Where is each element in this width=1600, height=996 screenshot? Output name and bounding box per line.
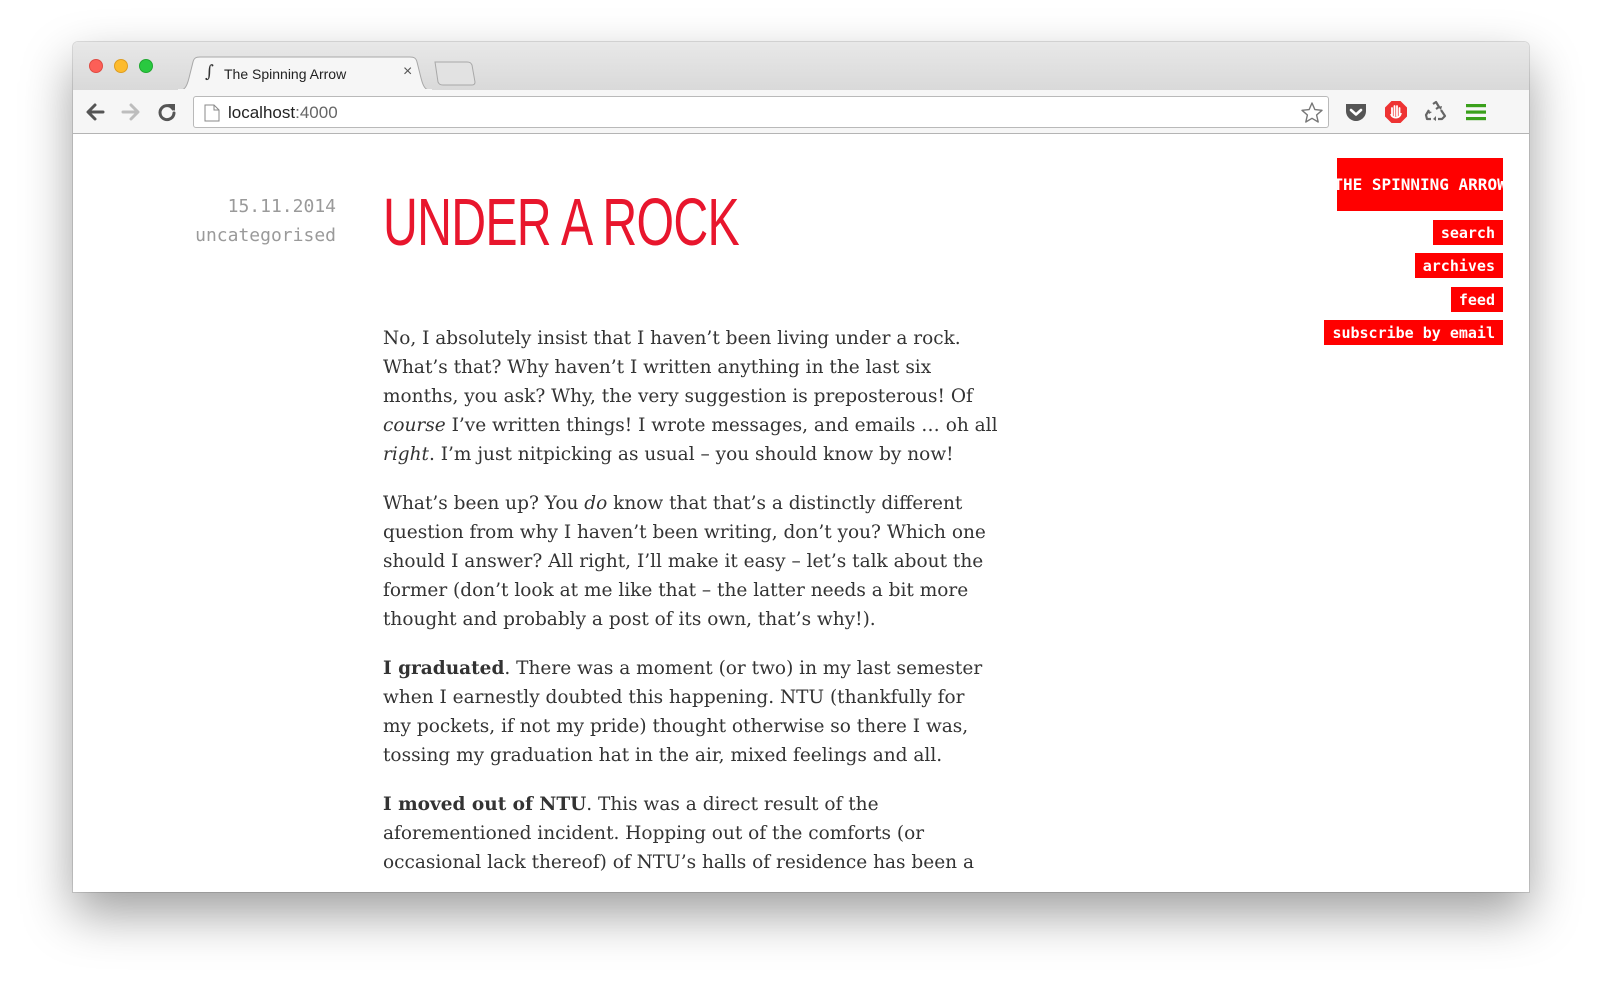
emphasis: do bbox=[584, 493, 608, 514]
paragraph-4 bbox=[383, 790, 983, 877]
text-line: my pockets, if not my pride) thought otherwise so there I was, bbox=[383, 716, 969, 737]
text-line bbox=[383, 440, 983, 469]
page-icon bbox=[204, 104, 220, 122]
post-body bbox=[383, 324, 998, 892]
tab-title: The Spinning Arrow bbox=[224, 66, 347, 82]
pocket-icon[interactable] bbox=[1343, 99, 1369, 125]
text-line: months, you ask? Why, the very suggestion is preposterous! Of bbox=[383, 386, 973, 407]
text-line: tossing my graduation hat in the air, mixed feelings and all. bbox=[383, 745, 943, 766]
back-button[interactable] bbox=[81, 98, 109, 126]
text-line: former (don’t look at me like that – the latter needs a bit more bbox=[383, 580, 969, 601]
forward-button[interactable] bbox=[117, 98, 145, 126]
text-line: thought and probably a post of its own, that’s why!). bbox=[383, 609, 876, 630]
site-title-link[interactable]: THE SPINNING ARROW bbox=[1337, 158, 1503, 211]
toolbar bbox=[73, 90, 1529, 134]
menu-icon[interactable] bbox=[1463, 99, 1489, 125]
text-fragment: I’ve written things! I wrote messages, and emails … oh all bbox=[445, 415, 998, 436]
text-line bbox=[383, 790, 983, 819]
text-line bbox=[383, 489, 983, 518]
text-fragment: What’s been up? You bbox=[383, 493, 585, 514]
recycle-icon[interactable] bbox=[1423, 99, 1449, 125]
window-minimize-button[interactable] bbox=[114, 59, 128, 73]
hamburger-icon bbox=[1465, 102, 1487, 122]
text-line: question from why I haven’t been writing, don’t you? Which one bbox=[383, 522, 986, 543]
new-tab-button[interactable] bbox=[433, 60, 477, 86]
tab-active[interactable] bbox=[177, 56, 433, 91]
emphasis: course bbox=[383, 415, 446, 436]
tab-favicon-icon: ∫ bbox=[205, 62, 214, 82]
strong-text: I moved out of NTU bbox=[383, 794, 587, 815]
address-bar[interactable] bbox=[193, 96, 1329, 128]
page-viewport bbox=[73, 134, 1529, 892]
tab-close-icon[interactable]: × bbox=[403, 63, 413, 80]
post-title: UNDER A ROCK bbox=[383, 185, 739, 260]
text-line: No, I absolutely insist that I haven’t been living under a rock. bbox=[383, 328, 961, 349]
text-line: occasional lack thereof) of NTU’s halls of residence has been a bbox=[383, 852, 974, 873]
adblock-icon[interactable] bbox=[1383, 99, 1409, 125]
text-line: What’s that? Why haven’t I written anything in the last six bbox=[383, 357, 932, 378]
text-fragment: . I’m just nitpicking as usual – you should know by now! bbox=[428, 444, 954, 465]
post-category[interactable]: uncategorised bbox=[195, 225, 336, 246]
post-date: 15.11.2014 bbox=[227, 196, 336, 217]
star-icon[interactable] bbox=[1300, 101, 1324, 125]
reload-button[interactable] bbox=[153, 98, 181, 126]
forward-icon bbox=[120, 101, 142, 123]
window-close-button[interactable] bbox=[89, 59, 103, 73]
paragraph-1 bbox=[383, 324, 998, 469]
pocket-glyph-icon bbox=[1344, 101, 1368, 123]
emphasis: right bbox=[383, 444, 429, 465]
text-line: should I answer? All right, I’ll make it easy – let’s talk about the bbox=[383, 551, 984, 572]
text-line: aforementioned incident. Hopping out of the comforts (or bbox=[383, 823, 925, 844]
back-icon bbox=[84, 101, 106, 123]
strong-text: I graduated bbox=[383, 658, 505, 679]
browser-window bbox=[73, 42, 1529, 892]
text-line bbox=[383, 411, 998, 440]
window-maximize-button[interactable] bbox=[139, 59, 153, 73]
url-host: localhost bbox=[228, 103, 296, 122]
text-line: when I earnestly doubted this happening. NTU (thankfully for bbox=[383, 687, 965, 708]
url-port: :4000 bbox=[295, 103, 338, 122]
adblock-glyph-icon bbox=[1384, 100, 1408, 124]
reload-icon bbox=[156, 101, 178, 123]
paragraph-3 bbox=[383, 654, 983, 770]
text-fragment: . There was a moment (or two) in my last semester bbox=[504, 658, 983, 679]
text-fragment: . This was a direct result of the bbox=[586, 794, 879, 815]
tab-strip bbox=[73, 42, 1529, 90]
paragraph-2 bbox=[383, 489, 986, 634]
nav-search-link[interactable]: search bbox=[1433, 220, 1503, 245]
url-text[interactable] bbox=[228, 103, 338, 123]
nav-subscribe-link[interactable]: subscribe by email bbox=[1324, 320, 1503, 345]
nav-archives-link[interactable]: archives bbox=[1415, 253, 1503, 278]
text-fragment: know that that’s a distinctly different bbox=[607, 493, 963, 514]
text-line bbox=[383, 654, 983, 683]
nav-feed-link[interactable]: feed bbox=[1451, 287, 1503, 312]
recycle-glyph-icon bbox=[1424, 100, 1448, 124]
